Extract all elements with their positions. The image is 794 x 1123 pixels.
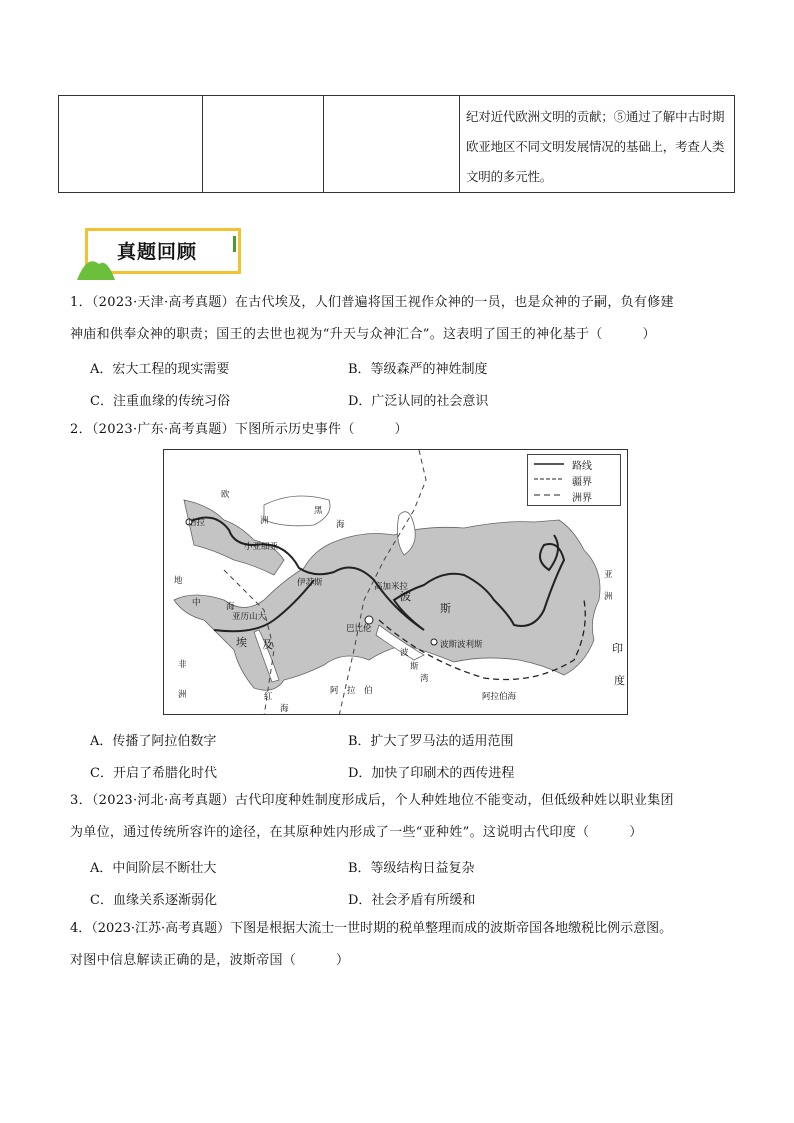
question-4-line-2: 对图中信息解读正确的是，波斯帝国（ ） xyxy=(70,953,350,968)
historical-route-map xyxy=(163,449,628,715)
map-label: 波 xyxy=(400,648,409,658)
map-label: 中 xyxy=(192,598,201,608)
table-line: 文明的多元性。 xyxy=(466,169,553,184)
table-line: 纪对近代欧洲文明的贡献；⑤通过了解中古时期 xyxy=(466,109,725,124)
map-label: 印 xyxy=(612,642,623,655)
question-1-option-c[interactable]: C．注重血缘的传统习俗 xyxy=(90,394,230,409)
map-label: 斯 xyxy=(410,662,419,672)
map-label: 红 xyxy=(264,692,273,702)
legend-continent: 洲界 xyxy=(572,493,592,504)
map-label: 非 xyxy=(178,660,187,670)
legend-boundary: 疆界 xyxy=(572,477,592,488)
map-label: 波斯波利斯 xyxy=(440,640,483,650)
question-3-option-d[interactable]: D．社会矛盾有所缓和 xyxy=(348,893,476,908)
table-cell xyxy=(324,96,460,193)
question-2-option-d[interactable]: D．加快了印刷术的西传进程 xyxy=(348,766,515,781)
question-1-option-b[interactable]: B．等级森严的神姓制度 xyxy=(348,362,488,377)
map-label: 洲 xyxy=(178,690,187,700)
map-label: 洲 xyxy=(604,592,613,602)
map-label: 波 xyxy=(400,590,411,603)
section-header xyxy=(77,228,247,280)
section-title: 真题回顾 xyxy=(117,241,198,263)
top-table xyxy=(58,95,735,193)
question-3-line-2: 为单位，通过传统所容许的途径，在其原种姓内形成了一些“亚种姓”。这说明古代印度（ ） xyxy=(70,825,643,840)
map-label: 培拉 xyxy=(188,518,206,528)
map-label: 阿 拉 伯 xyxy=(330,686,373,696)
map-label: 洲 xyxy=(260,516,269,526)
map-label: 高加米拉 xyxy=(374,582,409,592)
question-2-line-1: 2．（2023·广东·高考真题）下图所示历史事件（ ） xyxy=(70,422,408,437)
question-3-option-a[interactable]: A．中间阶层不断壮大 xyxy=(90,861,217,876)
hill-icon xyxy=(77,254,117,280)
map-label: 湾 xyxy=(420,674,429,684)
map-label: 地 xyxy=(174,576,183,586)
question-1-line-2: 神庙和供奉众神的职责；国王的去世也视为“升天与众神汇合”。这表明了国王的神化基于（ ） xyxy=(70,327,656,342)
question-1-line-1: 1．（2023·天津·高考真题）在古代埃及，人们普遍将国王视作众神的一员，也是众神的子嗣，负有修建 xyxy=(70,295,674,310)
map-label: 海 xyxy=(226,602,235,612)
legend-route: 路线 xyxy=(572,461,592,472)
map-label: 海 xyxy=(336,520,345,530)
question-3-line-1: 3．（2023·河北·高考真题）古代印度种姓制度形成后，个人种姓地位不能变动，但低级种姓以职业集团 xyxy=(70,793,674,808)
map-label: 海 xyxy=(280,704,289,714)
map-label: 黑 xyxy=(314,506,323,516)
question-2-option-c[interactable]: C．开启了希腊化时代 xyxy=(90,766,217,781)
table-cell xyxy=(203,96,324,193)
map-label: 及 xyxy=(262,638,273,651)
map-label: 亚 xyxy=(604,570,613,580)
question-3-option-c[interactable]: C．血缘关系逐渐弱化 xyxy=(90,893,217,908)
question-2-option-a[interactable]: A．传播了阿拉伯数字 xyxy=(90,734,217,749)
map-label: 度 xyxy=(614,674,625,687)
map-label: 伊苏斯 xyxy=(297,578,323,588)
map-label: 斯 xyxy=(440,602,451,615)
map-label: 欧 xyxy=(221,490,230,500)
map-label: 阿拉伯海 xyxy=(482,692,517,702)
question-4-line-1: 4．（2023·江苏·高考真题）下图是根据大流士一世时期的税单整理而成的波斯帝国各地缴税比例示意图。 xyxy=(70,921,673,936)
table-cell-text xyxy=(460,96,735,193)
table-line: 欧亚地区不同文明发展情况的基础上，考查人类 xyxy=(466,139,725,154)
question-1-option-a[interactable]: A．宏大工程的现实需要 xyxy=(90,362,230,377)
map-label: 亚历山大 xyxy=(232,612,267,622)
question-3-option-b[interactable]: B．等级结构日益复杂 xyxy=(348,861,475,876)
map-label: 埃 xyxy=(236,636,247,649)
question-1-option-d[interactable]: D．广泛认同的社会意识 xyxy=(348,394,489,409)
map-label: 巴比伦 xyxy=(346,624,372,634)
map-label: 小亚细亚 xyxy=(244,542,279,552)
map-legend xyxy=(527,454,621,506)
table-cell xyxy=(59,96,203,193)
header-accent-bar xyxy=(233,236,236,252)
question-2-option-b[interactable]: B．扩大了罗马法的适用范围 xyxy=(348,734,514,749)
